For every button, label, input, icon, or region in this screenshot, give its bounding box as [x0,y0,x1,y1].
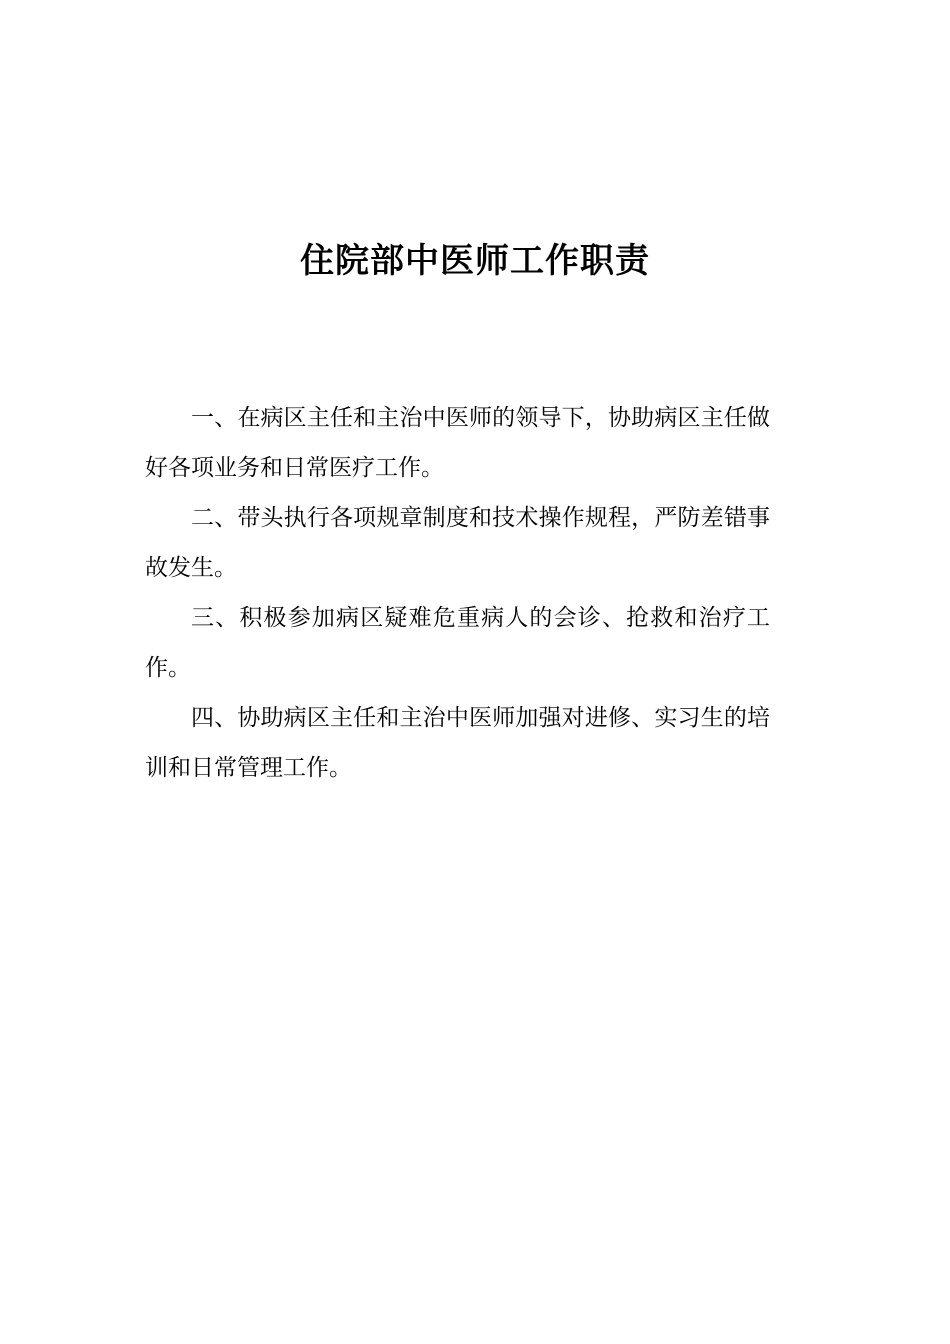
duty-item-1: 一、在病区主任和主治中医师的领导下，协助病区主任做好各项业务和日常医疗工作。 [145,405,770,481]
duty-item-2: 二、带头执行各项规章制度和技术操作规程，严防差错事故发生。 [145,505,770,581]
document-body [145,393,770,793]
duty-item-4: 四、协助病区主任和主治中医师加强对进修、实习生的培训和日常管理工作。 [145,705,770,781]
document-title: 住院部中医师工作职责 [300,241,650,281]
duty-item-3: 三、积极参加病区疑难危重病人的会诊、抢救和治疗工作。 [145,605,770,681]
